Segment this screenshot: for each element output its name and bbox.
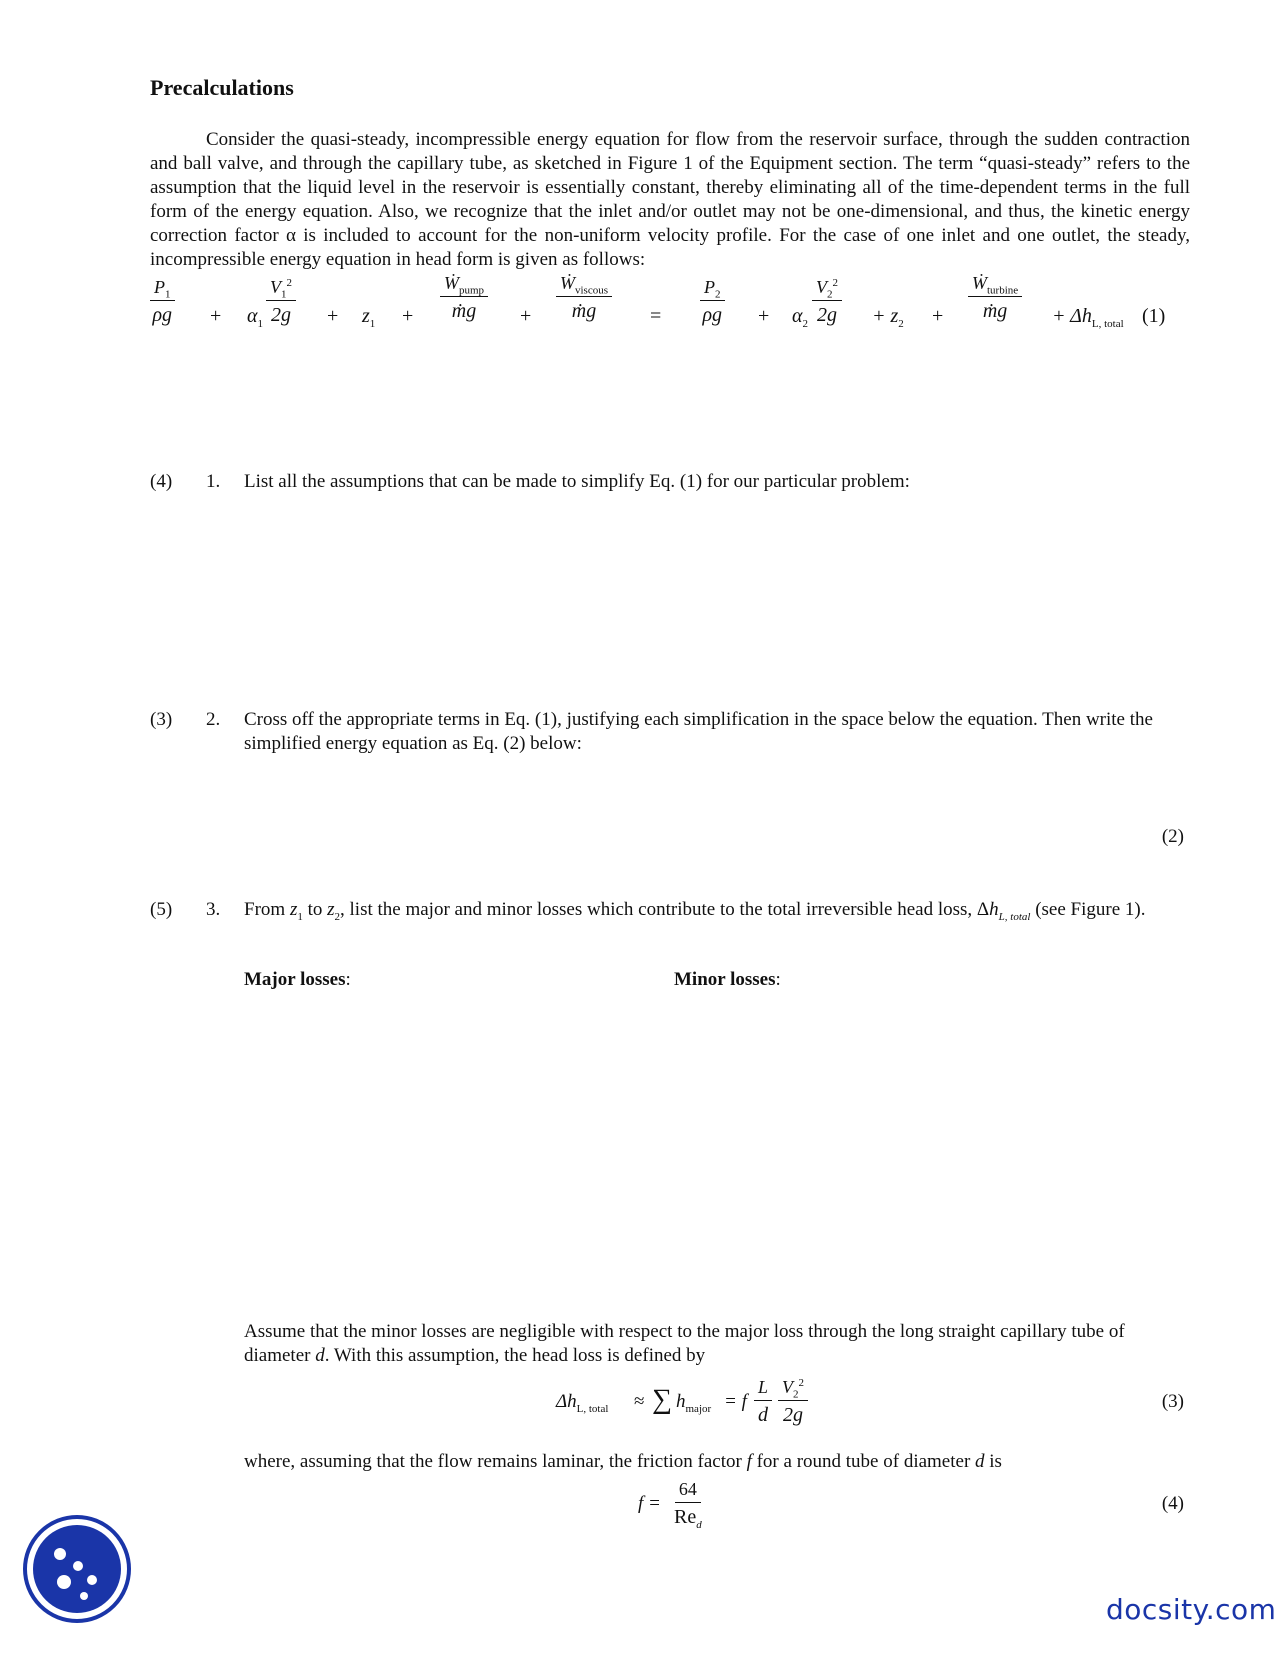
eq1-plus: + xyxy=(520,305,532,327)
eq2-number: (2) xyxy=(1161,826,1184,847)
eq3-number: (3) xyxy=(1161,1391,1184,1412)
eq1-headloss: + $\Delta h_{L, total}$ xyxy=(1052,305,1124,330)
eq1-equals: = xyxy=(650,305,662,327)
eq1-alpha2: $\alpha_2$ xyxy=(792,305,808,330)
equation-1 xyxy=(0,273,1280,356)
eq1-plus: + xyxy=(932,305,944,327)
eq1-z1: $z_1$ xyxy=(362,305,376,330)
eq1-plus: + xyxy=(327,305,339,327)
question-text: Cross off the appropriate terms in Eq. (1), justifying each simplification in the space below the equation. Then write the simplified energy equation as Eq. (2) below: xyxy=(244,709,1153,754)
question-points: (4) xyxy=(150,471,173,492)
eq1-number: (1) xyxy=(1142,305,1166,327)
eq1-term-pump: Ẇ$_{pump}$ ṁg xyxy=(440,272,488,323)
assumption-paragraph: Assume that the minor losses are negligible with respect to the major loss through the long straight capillary tube of diameter d. With this assumption, the head loss is defined by xyxy=(244,1321,1125,1366)
brand-watermark: docsity.com xyxy=(1106,1593,1277,1626)
eq1-plus: + xyxy=(210,305,222,327)
intro-text: Consider the quasi-steady, incompressible energy equation for flow from the reservoir surface, through the sudden contraction and ball valve, and through the capillary tube, as sketched in Figure 1 of the Equipment section. The term “quasi-steady” refers to the assumption that the liquid level in the reservoir is essentially constant, thereby eliminating all of the time-dependent terms in the full form of the energy equation. Also, we recognize that the inlet and/or outlet may not be one-dimensional, and thus, the kinetic energy correction factor α is included to account for the non-uniform velocity profile. For the case of one inlet and one outlet, the steady, incompressible energy equation in head form is given as follows: xyxy=(150,129,1190,270)
eq1-term-v2: $\frac{V_2^2}{2g}$ xyxy=(812,276,842,327)
eq1-term-turbine: Ẇ$_{turbine}$ ṁg xyxy=(968,272,1022,323)
eq1-term-p2: $\frac{P_2}{\rho g}$ xyxy=(700,276,725,327)
question-number: 1. xyxy=(206,471,221,492)
where-paragraph: where, assuming that the flow remains laminar, the friction factor f for a round tube of diameter d is xyxy=(244,1451,1002,1472)
section-heading: Precalculations xyxy=(150,75,294,100)
eq1-plus: + xyxy=(758,305,770,327)
equation-4: f = 64 $Re_d$ xyxy=(638,1479,702,1531)
eq1-z2: + $z_2$ xyxy=(872,305,904,330)
docsity-logo-icon xyxy=(22,1514,132,1624)
question-text: List all the assumptions that can be made to simplify Eq. (1) for our particular problem: xyxy=(244,471,910,492)
eq4-number: (4) xyxy=(1161,1493,1184,1514)
major-losses-label: Major losses: xyxy=(244,969,351,990)
question-points: (3) xyxy=(150,709,173,730)
eq1-plus: + xyxy=(402,305,414,327)
question-number: 2. xyxy=(206,709,221,730)
minor-losses-label: Minor losses: xyxy=(674,969,781,990)
question-number: 3. xyxy=(206,899,221,920)
question-text: From $z_1$ to $z_2$, list the major and minor losses which contribute to the total irreversible head loss, $\Delta h_{L, total}$ (see Figure 1). xyxy=(244,899,1146,923)
question-points: (5) xyxy=(150,899,173,920)
eq1-term-viscous: Ẇ$_{viscous}$ ṁg xyxy=(556,272,612,323)
eq1-alpha1: $\alpha_1$ xyxy=(247,305,263,330)
eq1-term-v1: $\frac{V_1^2}{2g}$ xyxy=(266,276,296,327)
equation-3: $\Delta h_{L, total}$ ≈ ∑ $h_{major}$ = f $\frac{L}{d}$ $\frac{V_2^2}{2g}$ xyxy=(556,1376,816,1432)
eq1-term-p1: $\frac{P_1}{\rho g}$ xyxy=(150,276,175,327)
intro-paragraph xyxy=(150,128,1190,272)
